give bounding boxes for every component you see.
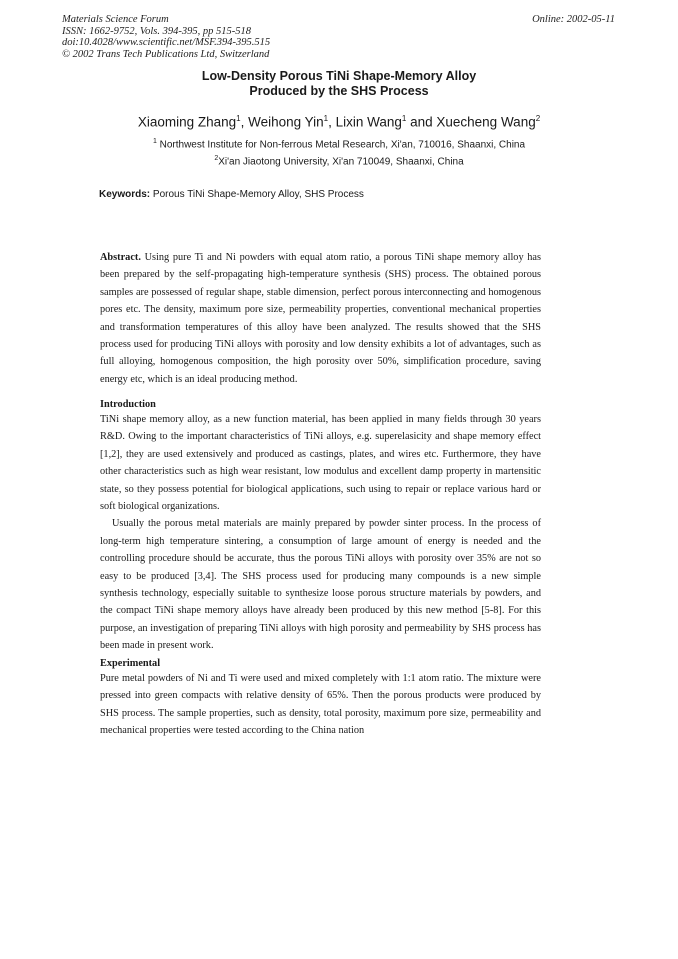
author-affiliation-mark: 1 [323,114,329,123]
affiliation-text: Xi'an Jiaotong University, Xi'an 710049, Shaanxi, China [218,156,464,168]
introduction-heading: Introduction [100,399,156,410]
author-affiliation-mark: 1 [236,114,241,123]
running-header-left [62,14,422,60]
abstract-section [100,249,541,388]
doi-line: doi:10.4028/www.scientific.net/MSF.394-395.515 [62,37,271,48]
introduction-paragraph-2: Usually the porous metal materials are mainly prepared by powder sinter process. In the process of long-term high temperature sintering, a consumption of large amount of energy is needed and the controlling procedure should be accurate, thus the porous TiNi alloys with porosity over 35% are not so easy to be produced [3,4]. The SHS process used for producing many compounds is a new simple synthesis technology, especially suitable to synthesize loose porous structure materials by powders, and the compact TiNi shape memory alloys have already been produced by this new method [5-8]. For this purpose, an investigation of preparing TiNi alloys with high porosity and permeability by SHS process has been made in present work. [100,518,541,652]
author-name: Xuecheng Wang [436,114,536,130]
issn-line: ISSN: 1662-9752, Vols. 394-395, pp 515-518 [62,25,251,37]
paper-title [0,69,678,99]
author-affiliation-mark: 2 [535,114,541,123]
author-name: Weihong Yin [248,114,324,130]
author-name: Xiaoming Zhang [137,114,237,130]
author-separator: , [240,114,249,130]
introduction-paragraph-1: TiNi shape memory alloy, as a new function material, has been applied in many fields through 30 years R&D. Owing to the important characteristics of TiNi alloys, e.g. superelasicity and shape memory effect [1,2], they are used extensively and produced as castings, plates, and wires etc. Furthermore, they have other characteristics such as high wear resistant, low modulus and excellent damp property in martensitic state, so they possess potential for biological applications, such using to repair or replace various hard or soft biological organizations. [100,414,541,513]
experimental-section [100,670,541,740]
experimental-paragraph-1: Pure metal powders of Ni and Ti were used and mixed completely with 1:1 atom ratio. The mixture were pressed into green compacts with relative density of 65%. Then the porous products were produced by SHS process. The sample properties, such as density, total porosity, maximum pore size, permeability and mechanical properties were tested according to the China nation [100,673,541,737]
journal-name: Materials Science Forum [62,14,169,25]
keywords [99,189,364,200]
author-separator: and [406,114,437,130]
keywords-label: Keywords: [99,189,151,200]
affiliation-text: Northwest Institute for Non-ferrous Metal Research, Xi'an, 710016, Shaanxi, China [159,139,526,151]
affiliation-mark: 1 [152,138,157,145]
title-line-2: Produced by the SHS Process [249,84,429,98]
keywords-text: Porous TiNi Shape-Memory Alloy, SHS Process [152,189,364,200]
online-date: Online: 2002-05-11 [532,14,615,25]
introduction-section [100,411,541,655]
affiliation-2 [0,155,678,167]
author-affiliation-mark: 1 [401,114,407,123]
author-separator: , [328,114,336,130]
affiliation-1 [0,138,678,150]
title-line-1: Low-Density Porous TiNi Shape-Memory Alloy [201,69,477,83]
author-name: Lixin Wang [335,114,402,130]
abstract-text: Using pure Ti and Ni powders with equal atom ratio, a porous TiNi shape memory alloy has been prepared by the self-propagating high-temperature synthesis (SHS) process. The obtained porous samples are possessed of regular shape, stable dimension, perfect porous interconnecting and homogenous pores etc. The density, maximum pore size, permeability properties, conventional mechanical properties and transformation temperatures of this alloy have been analyzed. The results showed that the SHS process used for producing TiNi alloys with porosity and low density exhibits a lot of advantages, such as full alloying, homogenous composition, the high porosity over 50%, simplification procedure, saving energy etc, which is an ideal producing method. [100,252,541,385]
author-list [0,114,678,130]
experimental-heading: Experimental [100,658,161,669]
affiliation-mark: 2 [214,155,219,162]
copyright-line: © 2002 Trans Tech Publications Ltd, Switzerland [62,48,270,60]
abstract-label: Abstract. [100,252,141,263]
